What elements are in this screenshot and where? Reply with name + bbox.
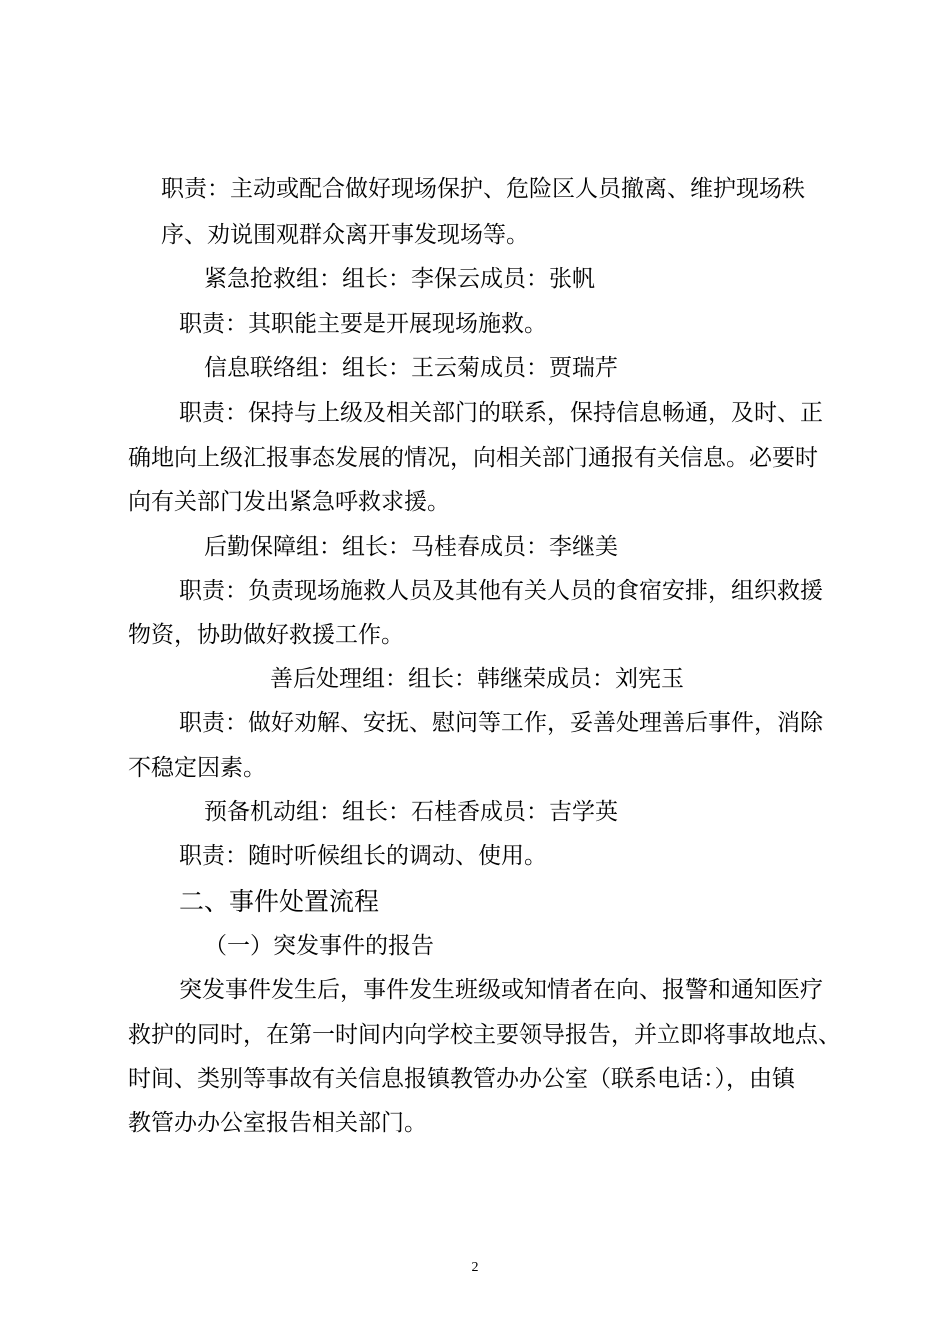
body-text-line: 教管办办公室报告相关部门。 — [128, 1110, 427, 1136]
duty-text-line: 物资，协助做好救援工作。 — [128, 622, 404, 648]
group-heading-reserve: 预备机动组：组长：石桂香成员：吉学英 — [204, 799, 618, 825]
duty-text-line: 向有关部门发出紧急呼救求援。 — [128, 489, 450, 515]
duty-text-line: 序、劝说围观群众离开事发现场等。 — [161, 222, 529, 248]
duty-text-line: 职责：主动或配合做好现场保护、危险区人员撤离、维护现场秩 — [161, 176, 805, 202]
duty-text-line: 职责：做好劝解、安抚、慰问等工作，妥善处理善后事件，消除 — [179, 710, 823, 736]
group-heading-emergency-rescue: 紧急抢救组：组长：李保云成员：张帆 — [204, 266, 595, 292]
section-heading: 二、事件处置流程 — [179, 887, 380, 916]
duty-text-line: 职责：保持与上级及相关部门的联系，保持信息畅通，及时、正 — [179, 400, 823, 426]
duty-text-line: 确地向上级汇报事态发展的情况，向相关部门通报有关信息。必要时 — [128, 445, 818, 471]
group-heading-aftermath: 善后处理组：组长：韩继荣成员：刘宪玉 — [270, 666, 684, 692]
body-text-line: 救护的同时，在第一时间内向学校主要领导报告，并立即将事故地点、 — [128, 1022, 841, 1048]
duty-text-line: 不稳定因素。 — [128, 755, 266, 781]
duty-text-line: 职责：随时听候组长的调动、使用。 — [179, 843, 547, 869]
subsection-heading: （一）突发事件的报告 — [204, 933, 434, 959]
duty-text-line: 职责：负责现场施救人员及其他有关人员的食宿安排，组织救援 — [179, 578, 823, 604]
duty-text-line: 职责：其职能主要是开展现场施救。 — [179, 311, 547, 337]
page-number: 2 — [471, 1260, 479, 1275]
body-text-line: 突发事件发生后，事件发生班级或知情者在向、报警和通知医疗 — [179, 977, 823, 1003]
group-heading-info-liaison: 信息联络组：组长：王云菊成员：贾瑞芹 — [204, 355, 618, 381]
group-heading-logistics: 后勤保障组：组长：马桂春成员：李继美 — [204, 534, 618, 560]
body-text-line: 时间、类别等事故有关信息报镇教管办办公室（联系电话：），由镇 — [128, 1066, 795, 1092]
